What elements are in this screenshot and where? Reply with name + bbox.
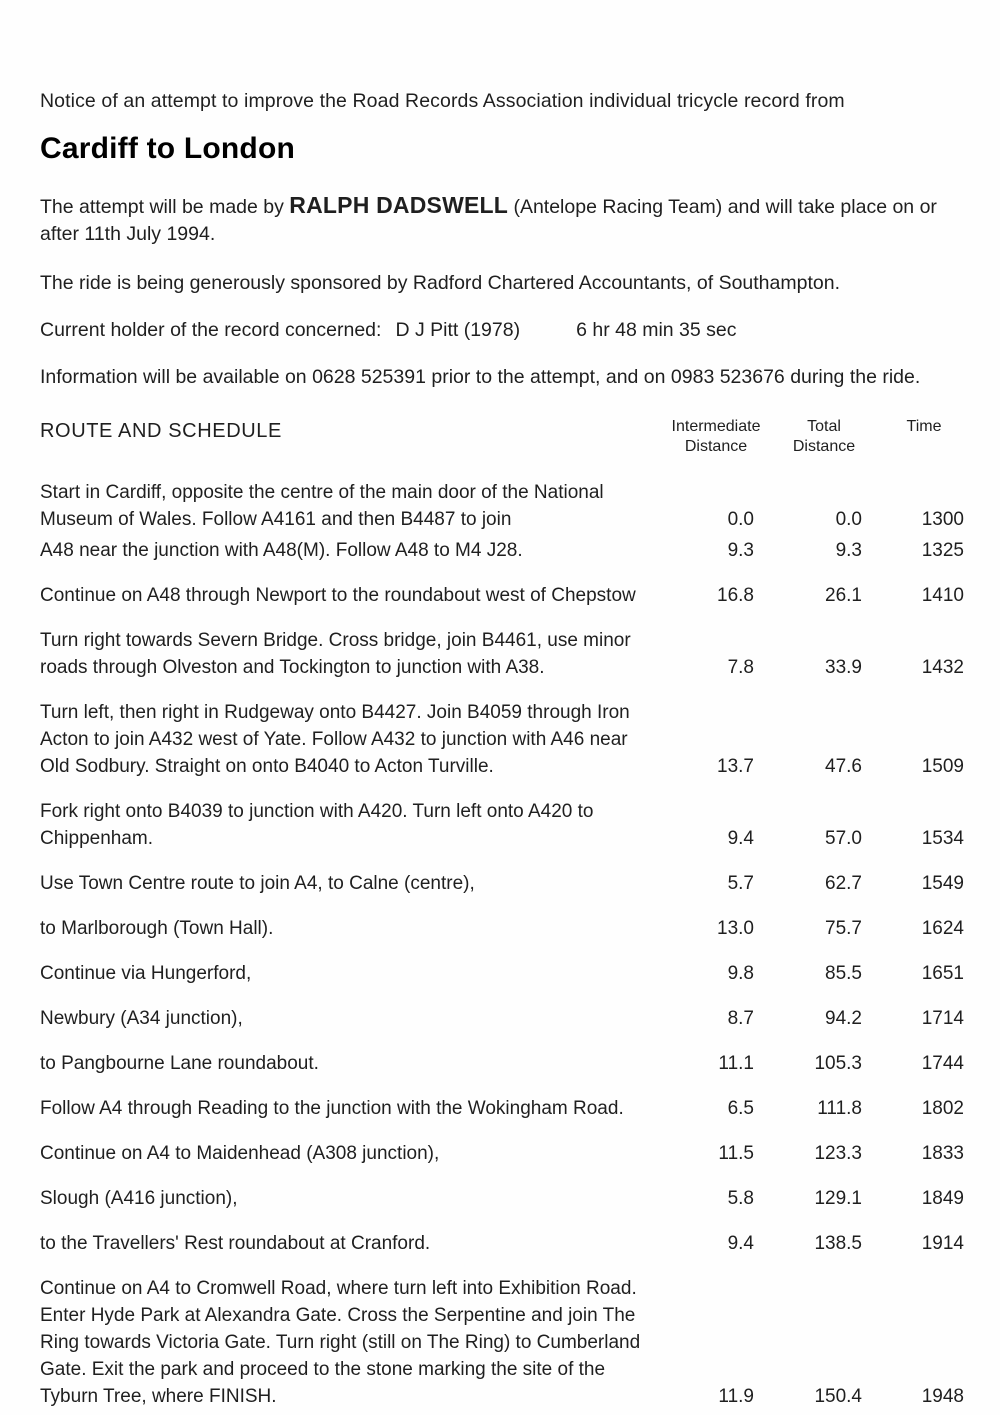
row-description: Newbury (A34 junction),: [40, 1008, 243, 1029]
row-time: 1714: [921, 1008, 964, 1029]
route-schedule-table: [40, 417, 970, 1428]
attempt-prefix: The attempt will be made by: [40, 196, 290, 218]
row-total: 138.5: [814, 1233, 862, 1254]
column-header-intermediate-line1: Intermediate: [671, 418, 761, 435]
row-time: 1624: [921, 918, 964, 939]
row-description: A48 near the junction with A48(M). Follow A48 to M4 J28.: [40, 540, 523, 561]
record-holder-label: Current holder of the record concerned:: [40, 319, 382, 341]
row-time: 1325: [921, 540, 964, 561]
row-total: 85.5: [825, 963, 862, 984]
column-header-total-line1: Total: [807, 418, 841, 435]
table-row: [40, 537, 970, 582]
row-total: 47.6: [825, 756, 862, 777]
row-description: Turn right towards Severn Bridge. Cross bridge, join B4461, use minor roads through Olveston and Tockington to junction with A38.: [40, 630, 631, 678]
row-total: 123.3: [814, 1143, 862, 1164]
row-intermediate: 5.8: [727, 1188, 754, 1209]
column-header-intermediate-line2: Distance: [684, 438, 748, 455]
row-intermediate: 9.8: [727, 963, 754, 984]
row-time: 1549: [921, 873, 964, 894]
table-row: [40, 870, 970, 915]
row-intermediate: 11.5: [718, 1143, 754, 1164]
row-time: 1948: [921, 1386, 964, 1407]
table-row: [40, 627, 970, 699]
row-time: 1651: [921, 963, 964, 984]
row-intermediate: 9.4: [727, 828, 754, 849]
column-header-time: Time: [906, 418, 942, 435]
record-holder-row: [40, 319, 970, 342]
row-intermediate: 13.7: [717, 756, 754, 777]
row-total: 57.0: [825, 828, 862, 849]
row-intermediate: 16.8: [717, 585, 754, 606]
row-total: 33.9: [825, 657, 862, 678]
column-header-intermediate: [662, 417, 770, 479]
document-content: [40, 88, 970, 1428]
table-row: [40, 479, 970, 537]
table-row: [40, 1095, 970, 1140]
table-row: [40, 699, 970, 798]
table-row: [40, 1275, 970, 1428]
row-total: 94.2: [825, 1008, 862, 1029]
row-time: 1802: [921, 1098, 964, 1119]
route-schedule-section: [40, 417, 970, 1428]
row-description: Turn left, then right in Rudgeway onto B4427. Join B4059 through Iron Acton to join A432 west of Yate. Follow A432 to junction with A46 near Old Sodbury. Straight on onto B4040 to Acton Turville.: [40, 702, 630, 777]
row-intermediate: 9.4: [727, 1233, 754, 1254]
sponsor-paragraph: The ride is being generously sponsored by Radford Chartered Accountants, of Southampton.: [40, 272, 840, 294]
row-total: 0.0: [835, 509, 862, 530]
row-total: 9.3: [835, 540, 862, 561]
table-body: [40, 479, 970, 1428]
row-time: 1509: [921, 756, 964, 777]
row-description: Continue on A4 to Maidenhead (A308 junction),: [40, 1143, 440, 1164]
row-total: 105.3: [814, 1053, 862, 1074]
row-description: to Pangbourne Lane roundabout.: [40, 1053, 319, 1074]
notice-line: Notice of an attempt to improve the Road Records Association individual tricycle record from: [40, 90, 845, 112]
table-row: [40, 915, 970, 960]
row-time: 1914: [921, 1233, 964, 1254]
row-time: 1432: [921, 657, 964, 678]
row-description: to the Travellers' Rest roundabout at Cranford.: [40, 1233, 431, 1254]
attempt-suffix: (Antelope Racing Team) and will take place on or after 11th July 1994.: [40, 196, 937, 245]
row-time: 1410: [921, 585, 964, 606]
row-description: Fork right onto B4039 to junction with A420. Turn left onto A420 to Chippenham.: [40, 801, 594, 849]
row-time: 1849: [921, 1188, 964, 1209]
row-intermediate: 6.5: [727, 1098, 754, 1119]
rider-name: RALPH DADSWELL: [289, 192, 509, 218]
row-description: to Marlborough (Town Hall).: [40, 918, 274, 939]
record-holder-time: 6 hr 48 min 35 sec: [576, 319, 737, 341]
row-description: Start in Cardiff, opposite the centre of the main door of the National Museum of Wales. Follow A4161 and then B4487 to join: [40, 482, 604, 530]
table-row: [40, 1230, 970, 1275]
table-row: [40, 960, 970, 1005]
row-description: Follow A4 through Reading to the junction with the Wokingham Road.: [40, 1098, 624, 1119]
row-total: 75.7: [825, 918, 862, 939]
table-row: [40, 1050, 970, 1095]
row-intermediate: 5.7: [727, 873, 754, 894]
table-row: [40, 582, 970, 627]
attempt-paragraph: [40, 192, 970, 248]
row-time: 1534: [921, 828, 964, 849]
schedule-heading: ROUTE AND SCHEDULE: [40, 420, 282, 442]
row-description: Slough (A416 junction),: [40, 1188, 238, 1209]
record-holder-name: D J Pitt (1978): [395, 319, 521, 341]
table-row: [40, 798, 970, 870]
table-row: [40, 1005, 970, 1050]
row-intermediate: 9.3: [727, 540, 754, 561]
table-row: [40, 1185, 970, 1230]
information-paragraph: Information will be available on 0628 525391 prior to the attempt, and on 0983 523676 during the ride.: [40, 366, 921, 388]
column-header-total: [770, 417, 878, 479]
row-intermediate: 0.0: [727, 509, 754, 530]
row-time: 1300: [921, 509, 964, 530]
row-intermediate: 11.1: [718, 1053, 754, 1074]
row-description: Continue on A48 through Newport to the roundabout west of Chepstow: [40, 585, 636, 606]
row-description: Continue via Hungerford,: [40, 963, 252, 984]
row-total: 26.1: [825, 585, 862, 606]
row-total: 150.4: [814, 1386, 862, 1407]
row-time: 1744: [921, 1053, 964, 1074]
row-intermediate: 8.7: [727, 1008, 754, 1029]
row-total: 62.7: [825, 873, 862, 894]
page-title: Cardiff to London: [40, 132, 296, 165]
column-header-total-line2: Distance: [792, 438, 856, 455]
row-intermediate: 13.0: [717, 918, 754, 939]
row-description: Use Town Centre route to join A4, to Calne (centre),: [40, 873, 475, 894]
table-header-row: [40, 417, 970, 479]
row-total: 111.8: [817, 1098, 862, 1119]
row-intermediate: 7.8: [727, 657, 754, 678]
row-intermediate: 11.9: [718, 1386, 754, 1407]
row-description: Continue on A4 to Cromwell Road, where turn left into Exhibition Road. Enter Hyde Park at Alexandra Gate. Cross the Serpentine and join The Ring towards Victoria Gate. Turn right (still on The Ring) to Cumberland Gate. Exit the park and proceed to the stone marking the site of the Tyburn Tree, where FINISH.: [40, 1278, 641, 1407]
row-time: 1833: [921, 1143, 964, 1164]
row-total: 129.1: [814, 1188, 862, 1209]
table-row: [40, 1140, 970, 1185]
